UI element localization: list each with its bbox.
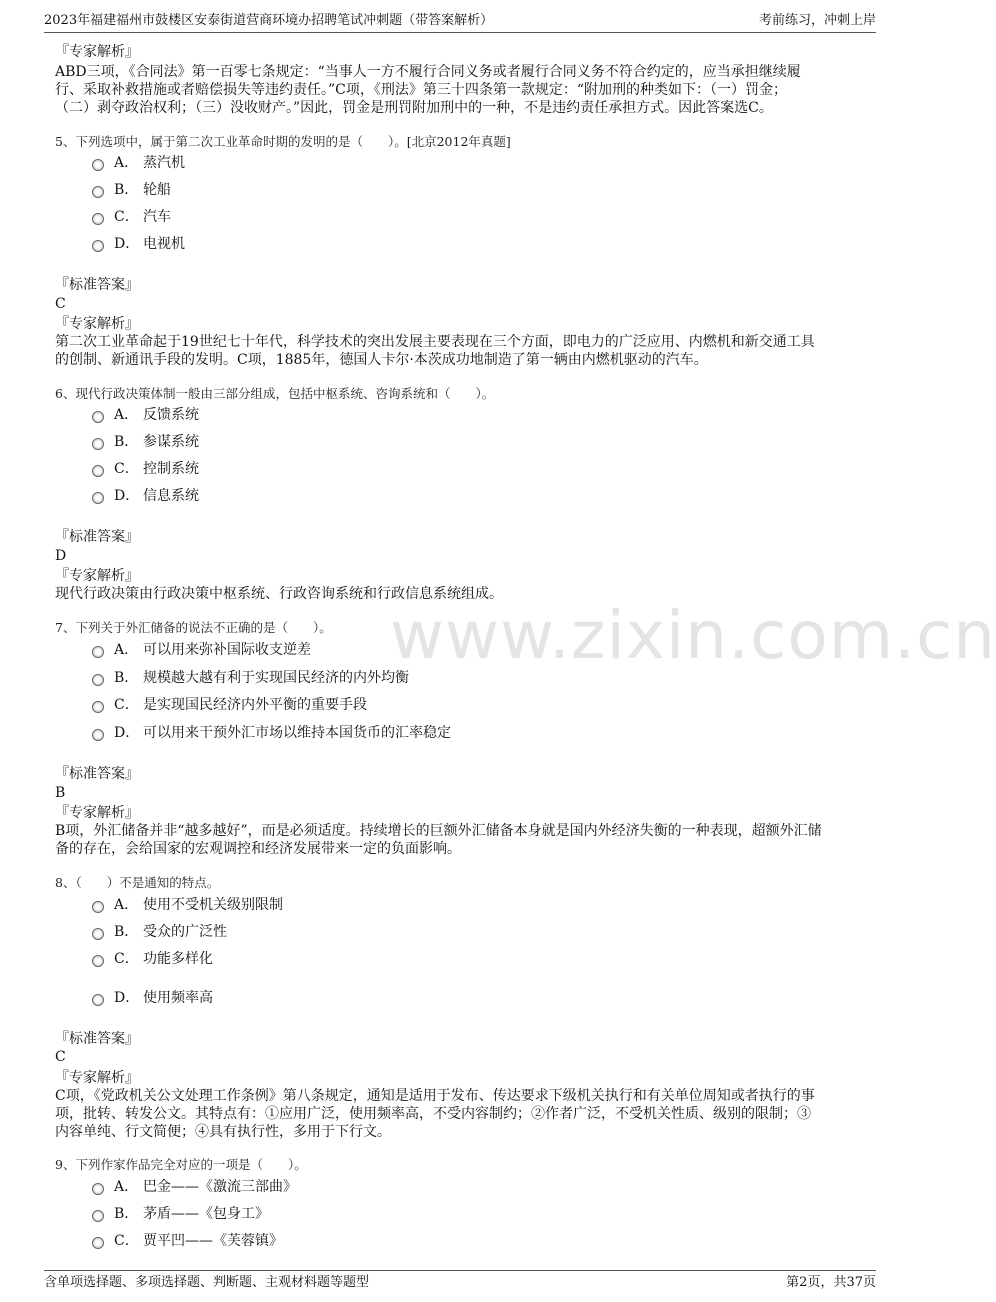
watermark: www.zixin.com.cn (390, 597, 996, 674)
expert-line: 备的存在，会给国家的宏观调控和经济发展带来一定的负面影响。 (55, 841, 461, 857)
expert-label: 『专家解析』 (55, 805, 139, 821)
option-text: 控制系统 (143, 461, 199, 477)
option-letter: C． (114, 461, 139, 477)
radio-button-icon[interactable] (92, 701, 104, 713)
option-text: 信息系统 (143, 488, 199, 504)
question-stem: 5、下列选项中，属于第二次工业革命时期的发明的是（ ）。[北京2012年真题] (55, 134, 511, 149)
prev-expert-line: 行、采取补救措施或者赔偿损失等违约责任。”C项，《刑法》第三十四条第一款规定：“附加刑的种类如下：（一）罚金； (55, 82, 788, 98)
option-letter: B． (114, 924, 139, 940)
answer-value: B (55, 785, 66, 801)
option-letter: C． (114, 697, 139, 713)
option-text: 使用频率高 (143, 990, 213, 1006)
expert-line: B项，外汇储备并非“越多越好”，而是必须适度。持续增长的巨额外汇储备本身就是国内外经济失衡的一种表现，超额外汇储 (55, 823, 822, 839)
option-text: 可以用来干预外汇市场以维持本国货币的汇率稳定 (143, 725, 451, 741)
option-letter: B． (114, 1206, 139, 1222)
option-letter: C． (114, 951, 139, 967)
radio-button-icon[interactable] (92, 159, 104, 171)
radio-button-icon[interactable] (92, 240, 104, 252)
expert-line: C项，《党政机关公文处理工作条例》第八条规定，通知是适用于发布、传达要求下级机关执行和有关单位周知或者执行的事 (55, 1088, 815, 1104)
option-letter: D． (114, 990, 140, 1006)
question-stem: 8、（ ）不是通知的特点。 (55, 875, 220, 890)
option-letter: B． (114, 182, 139, 198)
answer-label: 『标准答案』 (55, 1031, 139, 1047)
option-text: 受众的广泛性 (143, 924, 227, 940)
radio-button-icon[interactable] (92, 901, 104, 913)
radio-button-icon[interactable] (92, 729, 104, 741)
answer-label: 『标准答案』 (55, 529, 139, 545)
radio-button-icon[interactable] (92, 411, 104, 423)
option-text: 使用不受机关级别限制 (143, 897, 283, 913)
page-footer (44, 1270, 876, 1293)
option-text: 茅盾——《包身工》 (143, 1206, 269, 1222)
option-letter: A． (114, 407, 139, 423)
option-text: 是实现国民经济内外平衡的重要手段 (143, 697, 367, 713)
option-letter: D． (114, 725, 140, 741)
header-slogan: 考前练习，冲刺上岸 (758, 13, 876, 28)
option-text: 参谋系统 (143, 434, 199, 450)
expert-line: 第二次工业革命起于19世纪七十年代，科学技术的突出发展主要表现在三个方面，即电力的广泛应用、内燃机和新交通工具 (55, 334, 815, 350)
option-letter: A． (114, 642, 139, 658)
option-letter: A． (114, 155, 139, 171)
option-letter: B． (114, 670, 139, 686)
prev-expert-line: ABD三项，《合同法》第一百零七条规定：“当事人一方不履行合同义务或者履行合同义务不符合约定的，应当承担继续履 (55, 64, 801, 80)
radio-button-icon[interactable] (92, 213, 104, 225)
option-letter: C． (114, 1233, 139, 1249)
radio-button-icon[interactable] (92, 646, 104, 658)
option-text: 汽车 (143, 209, 171, 225)
option-text: 可以用来弥补国际收支逆差 (143, 642, 311, 658)
option-letter: C． (114, 209, 139, 225)
radio-button-icon[interactable] (92, 928, 104, 940)
radio-button-icon[interactable] (92, 1183, 104, 1195)
option-text: 巴金——《激流三部曲》 (143, 1179, 297, 1195)
answer-value: C (55, 1049, 66, 1065)
radio-button-icon[interactable] (92, 955, 104, 967)
answer-value: D (55, 548, 67, 564)
prev-expert-line: （二）剥夺政治权利；（三）没收财产。”因此，罚金是刑罚附加刑中的一种，不是违约责任承担方式。因此答案选C。 (55, 100, 773, 116)
expert-label: 『专家解析』 (55, 568, 139, 584)
option-letter: A． (114, 897, 139, 913)
answer-value: C (55, 296, 66, 312)
option-text: 蒸汽机 (143, 155, 185, 171)
answer-label: 『标准答案』 (55, 766, 139, 782)
expert-line: 内容单纯、行文简便；④具有执行性，多用于下行文。 (55, 1124, 391, 1140)
radio-button-icon[interactable] (92, 1237, 104, 1249)
option-letter: D． (114, 488, 140, 504)
question-stem: 6、现代行政决策体制一般由三部分组成，包括中枢系统、咨询系统和（ ）。 (55, 386, 495, 401)
question-stem: 9、下列作家作品完全对应的一项是（ ）。 (55, 1157, 307, 1172)
radio-button-icon[interactable] (92, 994, 104, 1006)
expert-label: 『专家解析』 (55, 1070, 139, 1086)
question-stem: 7、下列关于外汇储备的说法不正确的是（ ）。 (55, 620, 332, 635)
option-letter: D． (114, 236, 140, 252)
page-number: 第2页，共37页 (786, 1275, 876, 1290)
expert-line: 项，批转、转发公文。其特点有：①应用广泛，使用频率高，不受内容制约；②作者广泛，不受机关性质、级别的限制；③ (55, 1106, 811, 1122)
expert-line: 的创制、新通讯手段的发明。C项，1885年，德国人卡尔·本茨成功地制造了第一辆由内燃机驱动的汽车。 (55, 352, 708, 368)
document-title: 2023年福建福州市鼓楼区安泰街道营商环境办招聘笔试冲刺题（带答案解析） (44, 13, 494, 28)
option-text: 规模越大越有利于实现国民经济的内外均衡 (143, 670, 409, 686)
radio-button-icon[interactable] (92, 492, 104, 504)
radio-button-icon[interactable] (92, 186, 104, 198)
radio-button-icon[interactable] (92, 438, 104, 450)
radio-button-icon[interactable] (92, 674, 104, 686)
option-text: 电视机 (143, 236, 185, 252)
option-text: 反馈系统 (143, 407, 199, 423)
option-text: 轮船 (143, 182, 171, 198)
option-text: 功能多样化 (143, 951, 213, 967)
prev-expert-label: 『专家解析』 (55, 44, 139, 60)
option-letter: A． (114, 1179, 139, 1195)
radio-button-icon[interactable] (92, 465, 104, 477)
expert-label: 『专家解析』 (55, 316, 139, 332)
radio-button-icon[interactable] (92, 1210, 104, 1222)
footer-note: 含单项选择题、多项选择题、判断题、主观材料题等题型 (44, 1275, 370, 1290)
page-header (44, 10, 876, 33)
expert-line: 现代行政决策由行政决策中枢系统、行政咨询系统和行政信息系统组成。 (55, 586, 503, 602)
option-text: 贾平凹——《芙蓉镇》 (143, 1233, 283, 1249)
answer-label: 『标准答案』 (55, 277, 139, 293)
option-letter: B． (114, 434, 139, 450)
